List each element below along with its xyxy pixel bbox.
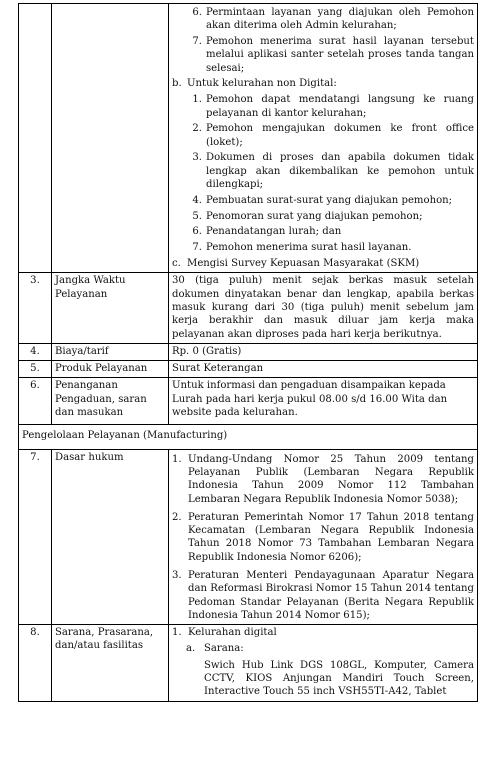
row-value: Untuk informasi dan pengaduan disampaikan kepada Lurah pada hari kerja pukul 08.00 s/d 16.00 Wita dan website pada kelurahan. bbox=[169, 378, 478, 425]
list-item: 1. Kelurahan digital bbox=[172, 627, 277, 639]
row-value: Rp. 0 (Gratis) bbox=[169, 343, 478, 360]
row-value: 30 (tiga puluh) menit sejak berkas masuk setelah dokumen dinyatakan benar dan lengkap, apabila berkas masuk kurang dari 30 (tiga puluh) menit sebelum jam kerja berakhir dan masuk diluar jam kerja maka pelayanan akan diproses pada hari kerja berikutnya. bbox=[169, 273, 478, 343]
section-header: Pengelolaan Pelayanan (Manufacturing) bbox=[19, 425, 478, 449]
section-b-heading: b. Untuk kelurahan non Digital: bbox=[172, 78, 337, 90]
row-value: Surat Keterangan bbox=[169, 361, 478, 378]
list-item: 2. Peraturan Pemerintah Nomor 17 Tahun 2018 tentang Kecamatan (Lembaran Negara Republik Indonesia Tahun 2018 Nomor 73 Tambahan Lembaran Negara Republik Indonesia Nomor 6206); bbox=[172, 511, 474, 563]
row-number: 7. bbox=[19, 449, 52, 625]
row-number: 5. bbox=[19, 361, 52, 378]
row-label: Dasar hukum bbox=[52, 449, 169, 625]
row-value-facilities bbox=[169, 625, 478, 701]
table-row-procedure-continued bbox=[19, 4, 478, 273]
row-label: Penanganan Pengaduan, saran dan masukan bbox=[52, 378, 169, 425]
table-row-3 bbox=[19, 273, 478, 343]
row-number: 8. bbox=[19, 625, 52, 701]
table-row-7 bbox=[19, 449, 478, 625]
list-item: 3. Dokumen di proses dan apabila dokumen tidak lengkap akan dikembalikan ke pemohon untuk dilengkapi; bbox=[192, 152, 474, 191]
row-number: 6. bbox=[19, 378, 52, 425]
table-row-8 bbox=[19, 625, 478, 701]
row-value-legal-basis bbox=[169, 449, 478, 625]
cell-no-empty bbox=[19, 4, 52, 273]
list-item: 6. Penandatangan lurah; dan bbox=[192, 226, 342, 238]
list-item: 2. Pemohon mengajukan dokumen ke front office (loket); bbox=[192, 123, 474, 148]
section-c-item: c. Mengisi Survey Kepuasan Masyarakat (SKM) bbox=[172, 258, 420, 270]
table-row-4 bbox=[19, 343, 478, 360]
list-item: 6. Permintaan layanan yang diajukan oleh Pemohon akan diterima oleh Admin kelurahan; bbox=[192, 7, 474, 32]
table-row-5 bbox=[19, 361, 478, 378]
section-header-row bbox=[19, 425, 478, 449]
row-label: Sarana, Prasarana, dan/atau fasilitas bbox=[52, 625, 169, 701]
table-row-6 bbox=[19, 378, 478, 425]
list-item: 7. Pemohon menerima surat hasil layanan. bbox=[192, 242, 412, 254]
cell-label-empty bbox=[52, 4, 169, 273]
row-number: 4. bbox=[19, 343, 52, 360]
list-item: 3. Peraturan Menteri Pendayagunaan Aparatur Negara dan Reformasi Birokrasi Nomor 15 Tahun 2014 tentang Pedoman Standar Pelayanan (Berita Negara Republik Indonesia Tahun 2014 Nomor 615); bbox=[172, 569, 474, 621]
sub-list-item: a. Sarana: bbox=[186, 643, 244, 655]
list-item: 7. Pemohon menerima surat hasil layanan tersebut melalui aplikasi santer setelah proses tanda tangan selesai; bbox=[192, 36, 474, 74]
row-label: Produk Pelayanan bbox=[52, 361, 169, 378]
facilities-description: Swich Hub Link DGS 108GL, Komputer, Camera CCTV, KIOS Anjungan Mandiri Touch Screen, Interactive Touch 55 inch VSH55TI-A42, Tablet bbox=[204, 659, 474, 698]
row-label: Jangka Waktu Pelayanan bbox=[52, 273, 169, 343]
list-item: 5. Penomoran surat yang diajukan pemohon; bbox=[192, 210, 423, 222]
list-item: 1. Undang-Undang Nomor 25 Tahun 2009 tentang Pelayanan Publik (Lembaran Negara Republik Indonesia Tahun 2009 Nomor 112 Tambahan Lembaran Negara Republik Indonesia Nomor 5038); bbox=[172, 453, 474, 505]
row-label: Biaya/tarif bbox=[52, 343, 169, 360]
list-item: 4. Pembuatan surat-surat yang diajukan pemohon; bbox=[192, 194, 453, 206]
row-number: 3. bbox=[19, 273, 52, 343]
cell-procedure bbox=[169, 4, 478, 273]
list-item: 1. Pemohon dapat mendatangi langsung ke ruang pelayanan di kantor kelurahan; bbox=[192, 94, 474, 119]
service-standard-table bbox=[18, 3, 478, 702]
